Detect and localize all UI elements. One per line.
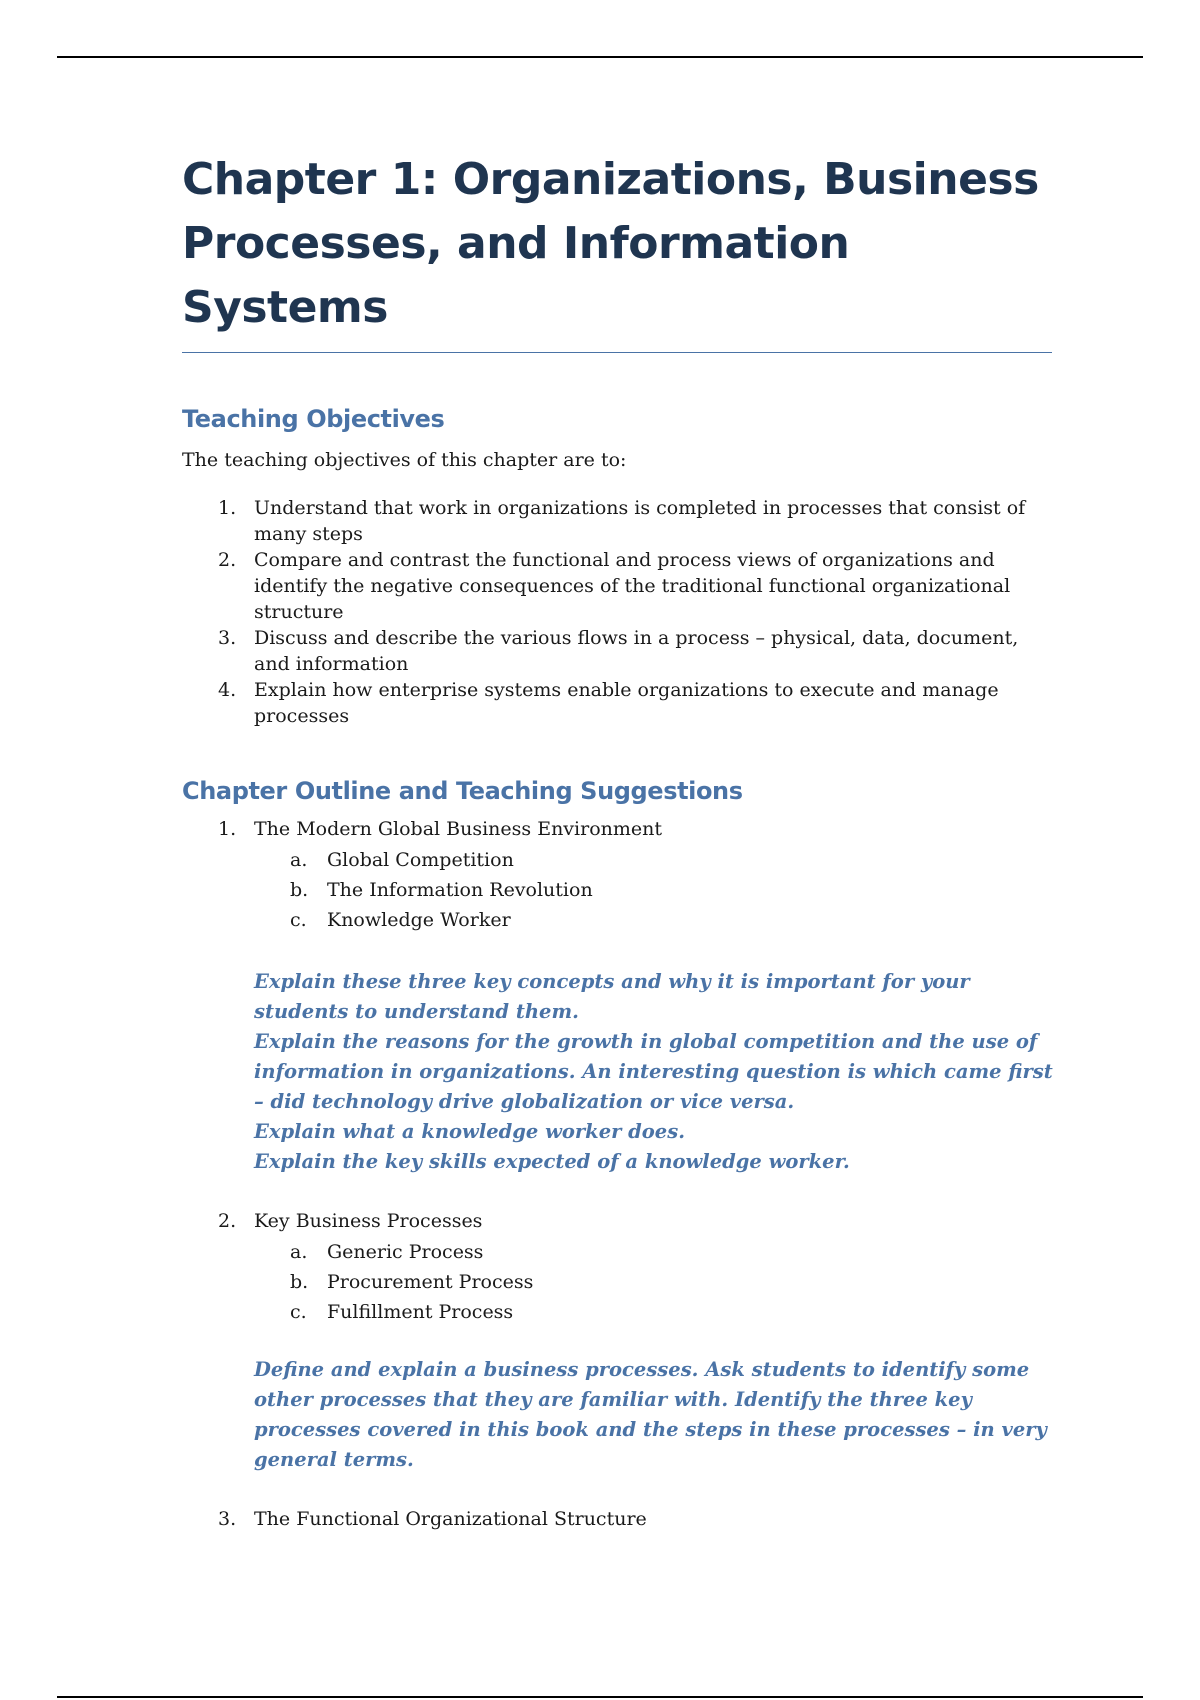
sub-text: Knowledge Worker — [327, 909, 511, 931]
sub-text: The Information Revolution — [327, 879, 593, 901]
objective-number: 4. — [218, 679, 237, 701]
objective-number: 1. — [218, 497, 237, 519]
chapter-outline-heading: Chapter Outline and Teaching Suggestions — [182, 777, 743, 805]
objective-number: 3. — [218, 627, 237, 649]
section-number: 3. — [218, 1508, 237, 1530]
outline-section-2 — [182, 1207, 1052, 1235]
sub-letter: c. — [290, 1301, 307, 1323]
outline-section-3 — [182, 1505, 1052, 1533]
teaching-objectives-heading: Teaching Objectives — [182, 405, 445, 433]
footer-rule — [57, 1696, 1143, 1698]
document-body — [182, 148, 1052, 1533]
note-line: Explain what a knowledge worker does. — [254, 1120, 685, 1143]
objective-text: Discuss and describe the various flows in a process – physical, data, document, and information — [254, 627, 1019, 675]
objectives-list — [182, 495, 1052, 729]
objective-item — [182, 677, 1052, 729]
sub-letter: b. — [290, 1271, 309, 1293]
title-line-2: Processes, and Information Systems — [182, 218, 850, 333]
sub-item — [182, 1297, 1052, 1327]
note-line: Explain the reasons for the growth in global competition and the use of information in organizations. An interesting question is which came first – did technology drive globalization or vice versa. — [254, 1030, 1053, 1113]
note-line: Define and explain a business processes. Ask students to identify some other processes that they are familiar with. Identify the three key processes covered in this book and the steps in these processes – in very general terms. — [254, 1358, 1047, 1471]
note-line: Explain these three key concepts and why it is important for your students to understand them. — [254, 970, 970, 1023]
sub-text: Fulfillment Process — [327, 1301, 514, 1323]
title-line-1: Chapter 1: Organizations, Business — [182, 154, 1039, 205]
section-number: 2. — [218, 1210, 237, 1232]
section-number: 1. — [218, 818, 237, 840]
sub-item — [182, 1267, 1052, 1297]
sub-item — [182, 905, 1052, 935]
objective-number: 2. — [218, 549, 237, 571]
sub-item — [182, 845, 1052, 875]
section-1-sublist — [182, 845, 1052, 935]
sub-text: Generic Process — [327, 1241, 484, 1263]
outline-section-1 — [182, 815, 1052, 843]
sub-text: Global Competition — [327, 849, 514, 871]
objective-item — [182, 625, 1052, 677]
sub-letter: b. — [290, 879, 309, 901]
objectives-intro: The teaching objectives of this chapter are to: — [182, 449, 627, 471]
objective-text: Understand that work in organizations is completed in processes that consist of many steps — [254, 497, 1026, 545]
objective-text: Compare and contrast the functional and process views of organizations and identify the negative consequences of the traditional functional organizational structure — [254, 549, 1011, 623]
sub-letter: a. — [290, 849, 308, 871]
section-title: The Functional Organizational Structure — [254, 1508, 647, 1530]
sub-item — [182, 1237, 1052, 1267]
objective-text: Explain how enterprise systems enable organizations to execute and manage processes — [254, 679, 999, 727]
teaching-note-1 — [254, 967, 1064, 1177]
page-title — [182, 148, 1052, 353]
section-2-sublist — [182, 1237, 1052, 1327]
objective-item — [182, 495, 1052, 547]
header-rule — [57, 56, 1143, 58]
teaching-note-2 — [254, 1355, 1064, 1475]
note-line: Explain the key skills expected of a knowledge worker. — [254, 1150, 850, 1173]
sub-letter: c. — [290, 909, 307, 931]
objective-item — [182, 547, 1052, 625]
sub-letter: a. — [290, 1241, 308, 1263]
sub-text: Procurement Process — [327, 1271, 534, 1293]
sub-item — [182, 875, 1052, 905]
section-title: Key Business Processes — [254, 1210, 483, 1232]
section-title: The Modern Global Business Environment — [254, 818, 663, 840]
